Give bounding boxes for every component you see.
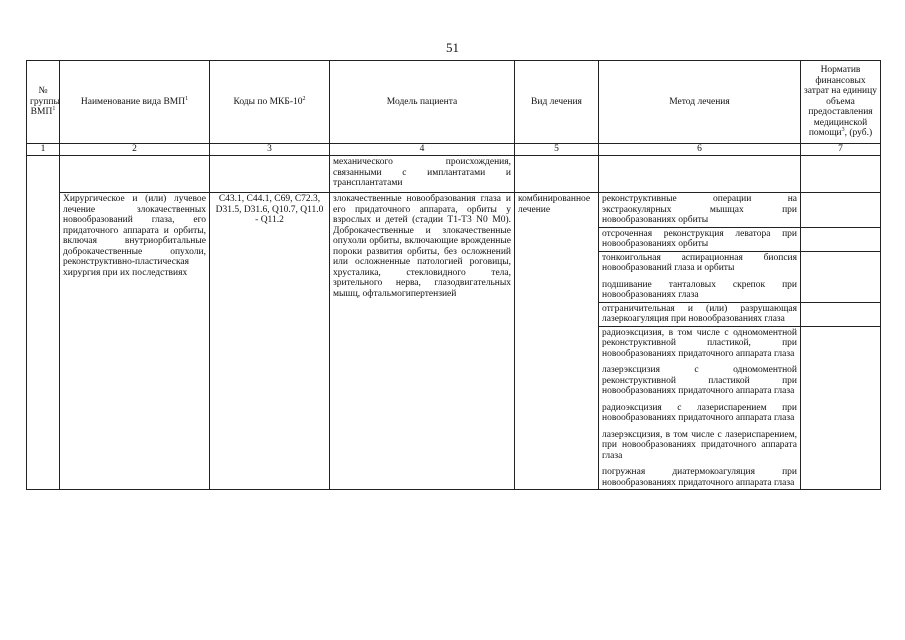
cost-norm-block (801, 327, 880, 490)
vmp-row (27, 193, 881, 490)
group-number-cell (27, 156, 60, 490)
column-number: 4 (330, 144, 515, 156)
method-block (599, 252, 800, 303)
header-vmp-name: Наименование вида ВМП$^1$ (60, 61, 210, 144)
header-group-number: № группы ВМП$^1$ (27, 61, 60, 144)
method-item: радиоэксцизия с лазериспарением при новообразованиях придаточного аппарата глаза (602, 402, 797, 423)
method-item: лазерэксцизия, в том числе с лазериспарением, при новообразованиях придаточного аппарата глаза (602, 429, 797, 461)
cost-norm-cell (801, 193, 881, 490)
column-number: 2 (60, 144, 210, 156)
column-number: 7 (801, 144, 881, 156)
column-number-row (27, 144, 881, 156)
method-block (599, 228, 800, 252)
empty-cell (599, 156, 801, 193)
method-item: лазерэксцизия с одномоментной реконструктивной пластикой при новообразованиях придаточного аппарата глаза (602, 365, 797, 396)
empty-cell (515, 156, 599, 193)
empty-cell (60, 156, 210, 193)
column-number: 1 (27, 144, 60, 156)
method-block (599, 327, 800, 490)
cost-norm-block (801, 303, 880, 327)
empty-cell (801, 156, 881, 193)
header-treatment-method: Метод лечения (599, 61, 801, 144)
cost-norm-block (801, 252, 880, 303)
column-number: 5 (515, 144, 599, 156)
method-item: реконструктивные операции на экстраокулярных мышцах при новообразованиях орбиты (602, 194, 797, 225)
vmp-table (26, 60, 881, 490)
header-patient-model: Модель пациента (330, 61, 515, 144)
method-block (599, 303, 800, 327)
page-number: 51 (446, 40, 459, 55)
patient-model-cell: злокачественные новообразования глаза и его придаточного аппарата, орбиты у взрослых и детей (стадии Т1-Т3 N0 М0). Доброкачественные и злокачественные опухоли орбиты, включающие врожденные пороки развития орбиты, без осложнений или осложненные патологией роговицы, хрусталика, стекловидного тела, зрительного нерва, глазодвигательных мышц, офтальмогипертензией (330, 193, 515, 490)
header-cost-norm: Норматив финансовых затрат на единицу объема предоставления медицинской помощи$^3$, (руб.) (801, 61, 881, 144)
header-icd-codes: Коды по МКБ-$10^2$ (210, 61, 330, 144)
treatment-type-cell: комбинированное лечение (515, 193, 599, 490)
column-number: 3 (210, 144, 330, 156)
continuation-row (27, 156, 881, 193)
method-item: отграничительная и (или) разрушающая лазеркоагуляция при новообразованиях глаза (602, 303, 797, 324)
column-number: 6 (599, 144, 801, 156)
method-block (599, 193, 800, 228)
method-item: подшивание танталовых скрепок при новообразованиях глаза (602, 279, 797, 300)
method-item: отсроченная реконструкция леватора при новообразованиях орбиты (602, 228, 797, 249)
method-item: тонкоигольная аспирационная биопсия новообразований глаза и орбиты (602, 252, 797, 273)
icd-codes-cell: С43.1, С44.1, С69, С72.3, D31.5, D31.6, Q10.7, Q11.0 - Q11.2 (210, 193, 330, 490)
cost-norm-block (801, 228, 880, 252)
header-treatment-type: Вид лечения (515, 61, 599, 144)
table-header-row (27, 61, 881, 144)
method-item: погружная диатермокоагуляция при новообразованиях придаточного аппарата глаза (602, 467, 797, 488)
method-item: радиоэксцизия, в том числе с одномоментной реконструктивной пластикой, при новообразованиях придаточного аппарата глаза (602, 327, 797, 359)
cost-norm-block (801, 193, 880, 228)
empty-cell (210, 156, 330, 193)
continuation-patient-model: механического происхождения, связанными с имплантатами и трансплантатами (330, 156, 515, 193)
vmp-name-cell: Хирургическое и (или) лучевое лечение злокачественных новообразований глаза, его придаточного аппарата и орбиты, включая внутриорбитальные доброкачественные опухоли, реконструктивно-пластическая хирургия при их последствиях (60, 193, 210, 490)
treatment-methods-cell (599, 193, 801, 490)
